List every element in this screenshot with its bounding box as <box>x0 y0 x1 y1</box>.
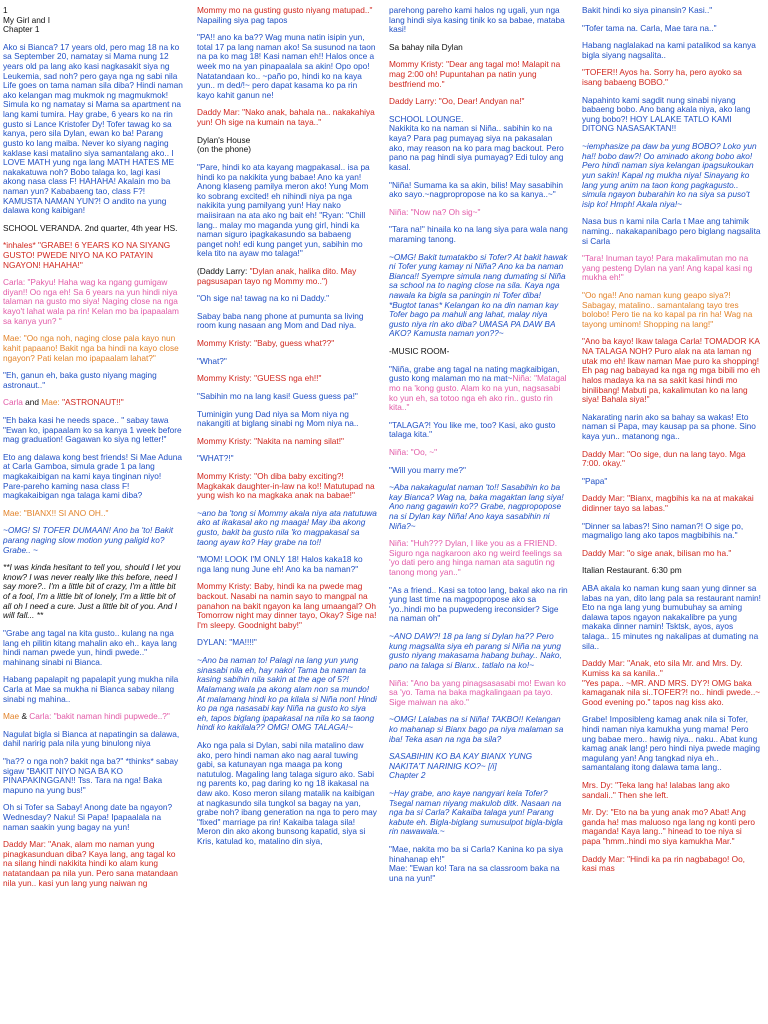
story-paragraph <box>197 656 377 733</box>
story-paragraph <box>582 337 762 404</box>
text-run: "ha?? o nga noh? bakit nga ba?" *thinks* sabay sigaw "BAKIT NIYO NGA BA KO PINAPAKINGGAN!! Tss. Tara na nga! Baka mapuno na yung bus!" <box>3 756 179 795</box>
text-run: SCHOOL VERANDA. 2nd quarter, 4th year HS. <box>3 222 178 233</box>
text-run: Daddy Mar: "Nako anak, bahala na.. nakakahiya yun! Oh sige na kumain na taya.." <box>197 107 375 128</box>
story-paragraph <box>389 715 569 744</box>
text-column-4 <box>582 6 762 1020</box>
text-run: Mommy Kristy: "Dear ang tagal mo! Malapit na mag 2:00 oh! Pupuntahan pa natin yung bestfriend mo." <box>389 59 561 89</box>
text-run: Daddy Mar: "Anak, eto sila Mr. and Mrs. Dy. Kumiss ka sa kanila.." "Yes papa.. ~MR. AND MRS. DY?! OMG bakа kamaganak nila si..TOFER?! no.. hindi pwede..~ Good evening po." tapos nag kiss ako. <box>582 658 761 707</box>
story-paragraph <box>197 410 377 429</box>
story-paragraph <box>3 712 183 722</box>
text-run: Daddy Mar: "Bianx, magbihis ka na at makakai didinner tayo sa labas." <box>582 493 754 513</box>
story-paragraph <box>197 741 377 847</box>
text-run: Sabay baba nang phone at pumunta sa living room kung nasaan ang Mom and Dad niya. <box>197 310 364 331</box>
text-run: ~Ano ba naman to! Palagi na lang yun yung sinasabi nila eh, hay nako! Tama ba naman ta kasing sabihin nila sakin at the age of 5?! Malamang wala pa akong alam non sa mundo! At malamang hindi ko pa kilala si Niña non! Hindi ko pa nga nasasabi kay Niña na gusto ko siya eh, tapos biglang ipapakasal na nila ko sa taong hindi ko kakilala?? OMG! OMG TALAGA!~ <box>197 655 377 733</box>
text-run: "Oh sige na! tawag na ko ni Daddy." <box>197 293 330 304</box>
story-paragraph <box>389 43 569 53</box>
story-paragraph <box>582 522 762 541</box>
text-run: Mae: <box>41 397 63 408</box>
text-run: Eto ang dalawa kong best friends! Si Mae Aduna at Carla Gamboa, simula grade 1 pa lang magkakaibigan na kami kaya tinginan niyo! Pare-pareho kaming nasa class F! magkakaibigan nga talaga kami diba? <box>3 451 182 501</box>
text-run: Grabe! Imposibleng kamag anak nila si Tofer, hindi naman niya kamukha yung mama! Pero ung babae mero.. hawig niya.. naku.. Abat kung kamag anak lang! pero hindi niya pwede maging magulang yan! Ang tangkad niya eh.. samantalang itong dalawa tama lang.. <box>582 714 761 773</box>
text-run: Daddy Mar: "Hindi ka pa rin nagbabago! Oo, kasi mas <box>582 853 745 874</box>
story-paragraph <box>582 217 762 246</box>
story-paragraph <box>389 181 569 200</box>
text-run: -MUSIC ROOM- <box>389 346 450 357</box>
text-run: Habang papalapit ng papalapit yung mukha nila Carla at Mae sa mukha ni Bianca sabay nilang sinabi ng mahina.. <box>3 674 179 704</box>
text-run: Carla: <box>29 711 54 722</box>
text-run: "TALAGA?! You like me, too? Kasi, ako gusto talaga kita." <box>389 419 556 440</box>
story-paragraph <box>582 291 762 329</box>
story-paragraph <box>3 416 183 445</box>
text-run: Niña: "Now na? Oh sig~" <box>389 206 481 217</box>
story-paragraph <box>197 454 377 464</box>
text-run: ~iemphasize pa daw ba yung BOBO? Loko yun ha!! bobo daw?! Oo aminado akong bobo ako! Pero hindi naman siya kelangan ipagsukoukan yun sakin! Kapal ng mukha niya! Sinayang ko lang yung anim na taon kong pagkagusto.. simula ngayon bubarahin ko na siya sa puso't isip ko! Hmph! Akala niya!~ <box>582 141 757 209</box>
story-paragraph <box>389 539 569 577</box>
story-paragraph <box>197 33 377 100</box>
story-paragraph <box>197 312 377 331</box>
text-run: Carla <box>3 397 26 408</box>
text-run: DYLAN: "MA!!!!" <box>197 637 257 648</box>
text-run: "Oo nga noh, naging close pala kayo nun kahit papaano! Bakit nga ba hindi na kayo close ngayon? Pati kelan mo ipapaalam lahat?" <box>3 333 179 363</box>
story-paragraph <box>389 421 569 440</box>
text-run: ~OMG! SI TOFER DUMAAN! Ano ba 'to! Bakit parang naging slow motion yung paligid ko? Grabe.. ~ <box>3 525 174 555</box>
text-run: "Grabe ang tagal na kita gusto.. kulang na nga lang eh pilitin kitang mahalin ako eh.. kaya lang hindi naman pwede yun, hindi pwede.." mahinang sinabi ni Bianca. <box>3 627 177 667</box>
story-paragraph <box>582 413 762 442</box>
story-paragraph <box>389 115 569 173</box>
text-run: "Eh baka kasi he needs space.. " sabay tawa "Ewan ko, ipapaalam ko sa kanya 1 week before mag graduation! Gagawan ko siya ng letter!" <box>3 414 182 445</box>
text-column-1 <box>3 6 183 1020</box>
story-paragraph <box>582 6 762 16</box>
text-run: "Pare, hindi ko ata kayang magpakasal.. isa pa hindi ko pa nakikita yung babae! Ano ka yan! Anong klaseng pamilya meron ako! Yung Mom ko sobrang excited! eh nihindi niya pa nga nakikita yung pamilyang yun! Hay nako maiisiraan na ata ako ng bait eh! "Ryan: "Chill lang.. malay mo maganda yung girl, hindi ka naman siguro ipagkakasundo sa babaeng panget noh! edi kung panget yun, sabihin mo kela tito na ayaw mo talaga!" <box>197 161 370 259</box>
text-run: "Oo nga!! Ano naman kung geapo siya?! Sabagay, matalino.. samantalang tayo tres bolobo! Pero tie na ko kapal pa rin ha! Wag na tayong uminom! Shopping na lang!" <box>582 290 753 329</box>
text-run: "TOFER!! Ayos ha. Sorry ha, pero ayoko sa isang babaeng BOBO." <box>582 67 742 88</box>
text-run: "Mae, nakita mo ba si Carla? Kanina ko pa siya hinahanap eh!" Mae: "Ewan ko! Tara na sa classroom baka na una na yun!" <box>389 844 564 883</box>
text-run: ABA akala ko naman kung saan yung dinner sa labas na yan, dito lang pala sa restaurant namin! Eto na nga lang yung bumubuhay sa aming dalawa tapos ngayon nakakalibre pa yung makaka dinner namin! Tsktsk, ayos, ayos talaga.. 15 minutes ng nakalipas at dumating na sila.. <box>582 583 761 651</box>
text-run: ~Aba nakakagulat naman 'to!! Sasabihin ko ba kay Bianca? Wag na, baka magaktan lang siya! Ano nang gagawin ko?? Grabe, nagpropopose na si Dylan kay Niña! Ano kaya sasabihin ni Niña?~ <box>389 482 564 531</box>
story-paragraph <box>582 855 762 874</box>
text-run: (Daddy Larry: <box>197 266 250 277</box>
text-run: ~OMG! Lalabas na si Niña! TAKBO!! Kelangan ko mahanap si Bianx bago pa niya malaman sa iba! Teka asan na nga ba sila? <box>389 714 564 744</box>
text-run: Sa bahay nila Dylan <box>389 41 463 52</box>
story-paragraph <box>582 659 762 707</box>
story-paragraph <box>389 789 569 837</box>
story-paragraph <box>197 294 377 304</box>
story-paragraph <box>389 483 569 531</box>
text-run: Italian Restaurant. 6:30 pm <box>582 565 682 576</box>
text-run: "Matagal mo na 'kong gusto. Alam ko na yun, nagsasabi ko yun eh, sa totoo nga eh ako rin.. gusto rin kita.." <box>389 373 567 413</box>
text-run: Ako si Bianca? 17 years old, pero mag 18 na ko sa September 20, namatay si Mama nung 12 years old pa lang ako kasi nagkasakit siya ng Leukemia, sad noh? pero gaya nga ng sabi nila Life goes on tama naman sila diba? Hindi naman ako kelangan mag mukmok ng magmukmok! Simula ko ng namatay si Mama sa apartment na lang kami tumira. Hay grabe, 6 years ko na rin gusto si Lance Kristofer Dy! Tofer tawag ko sa kanya, pero sila Dylan, ewan ko ba! Parang gusto ko lang maiba. Never ko siyang naging kaklase kasi matalino siya samantalang ako.. I LOVE MATH yung nga lang MATH HATES ME nakakatuwa noh? Bobo talaga ko, lagi kasi akong nasa class F! HAHAHA! Akalain mo ba naman yun? Kababaeng tao, class F?! KAMUSTA NAMAN YUN?! O andito na yung dalawa kong kaibigan! <box>3 41 183 216</box>
text-run: SCHOOL LOUNGE. Nakikita ko na naman si Niña.. sabihin ko na kaya? Para pag pumayag siya na pakasalan ako, may reason na ko para mag backout. Pero pano na pag hindi siya pumayag? Edi tuloy ang kasal. <box>389 113 564 172</box>
story-paragraph <box>197 267 377 286</box>
text-run: "Niña, grabe ang tagal na nating magkaibigan, gusto kong malaman mo na mat~ <box>389 363 560 384</box>
story-paragraph <box>389 466 569 476</box>
text-run: "Tofer tama na. Carla, Mae tara na.." <box>582 22 717 33</box>
story-paragraph <box>197 339 377 349</box>
text-run: ~ANO DAW?! 18 pa lang si Dylan ha?? Pero kung magsalita siya eh parang si Niña na yung gusto niyang makasama habang buhay.. Nako, pano na talaga si Bianx.. tatlalo na ko!~ <box>389 631 562 670</box>
story-paragraph <box>3 6 183 35</box>
story-paragraph <box>197 136 377 155</box>
story-paragraph <box>3 371 183 390</box>
story-paragraph <box>197 509 377 547</box>
story-paragraph <box>582 584 762 651</box>
text-run: Mae: "BIANX!! SI ANO OH.." <box>3 507 109 518</box>
text-run: "Ano ba kayo! Ikaw talaga Carla! TOMADOR KA NA TALAGA NOH? Puro alak na ata laman ng utak mo eh! Ikaw naman Mae puro ka shopping! Eh pag nag babayad ka nga ng mga bibili mo eh halos madaya ka na sa sakit kasi hindi mo binilibang! Mabuti pa, kakalimutan ko na lang siya! Bahala siya!" <box>582 336 761 405</box>
story-paragraph <box>582 450 762 469</box>
story-paragraph <box>197 472 377 501</box>
text-run: Bakit hindi ko siya pinansin? Kasi.." <box>582 6 713 15</box>
story-paragraph <box>389 752 569 781</box>
story-paragraph <box>582 24 762 34</box>
story-paragraph <box>389 586 569 624</box>
story-paragraph <box>197 374 377 384</box>
story-paragraph <box>3 509 183 519</box>
text-run: Nasa bus n kami nila Carla t Mae ang tahimik naming.. nakakapanibago pero biglang nagsalita si Carla <box>582 216 761 246</box>
story-paragraph <box>389 679 569 708</box>
text-run: Mrs. Dy: "Teka lang ha! lalabas lang ako sandali.." Then she left. <box>582 780 730 800</box>
story-paragraph <box>3 757 183 795</box>
text-run: Napahinto kami sagdit nung sinabi niyang babaeng bobo. Ano bang akala niya, ako lang yung bobo?! HOY LALAKE TATLO KAMI DITONG NASASAKTAN!! <box>582 94 751 134</box>
text-run: Mommy mo na gusting gusto niyang matupad.." <box>197 6 373 15</box>
story-paragraph <box>389 845 569 883</box>
story-paragraph <box>3 730 183 749</box>
text-run: Niña: "Huh??? Dylan, I like you as a FRIEND. Siguro nga nagkaroon ako ng weird feelings sa 'yo dati pero ang hinga naman ata sagutin ng tanong mong yan.." <box>389 538 562 578</box>
text-run: Napailing siya pag tapos <box>197 14 288 25</box>
story-paragraph <box>3 675 183 704</box>
story-paragraph <box>582 254 762 283</box>
story-paragraph <box>197 108 377 127</box>
text-run: Habang naglalakad na kami patalikod sa kanya bigla siyang nagsalita.. <box>582 40 756 60</box>
text-run: Carla: <box>3 277 28 288</box>
text-run: "PA!! ano ka ba?? Wag muna natin isipin yun, total 17 pa lang naman ako! Sa susunod na taon na pa ko mag 18! Kasi naman eh!! Halos once a week mo na yan pinapaalala sa akin! Opo opo! Natatandaan ko.. ~paño po, hindi ko na kaya yun.. m ded/!~ pero dapat kasama ko pa rin kayo kahit ganun ne! <box>197 32 376 100</box>
text-run: **I was kinda hesitant to tell you, should I let you know? I was never really like this before, need I say more?.. I'm a little bit of crazy, I'm a little bit of a fool, I'm a little bit of lonely, I'm a little bit of all oh I need a cure. Just a little bit of you. And I will fall... ** <box>3 562 181 621</box>
text-run: Niña: <box>512 373 535 384</box>
story-paragraph <box>3 278 183 326</box>
text-run: Mommy Kristy: Baby, hindi ka na pwede mag backout. Nasabi na namin sayo to mangpal na panahon na bakit ngayon ka lang umaangal? Oh Tomorrow night may dinner tayo, Okay? Sige na! I'm sleepy. Goodnight baby!" <box>197 581 377 630</box>
story-paragraph <box>389 347 569 357</box>
story-paragraph <box>3 43 183 216</box>
text-run: "Tara na!" hinaila ko na lang siya para wala nang maraming tanong. <box>389 224 568 244</box>
text-run: "Sabihin mo na lang kasi! Guess guess pa!" <box>197 390 358 401</box>
story-paragraph <box>197 357 377 367</box>
text-run: & <box>21 711 30 722</box>
text-run: ~ano ba 'tong si Mommy akala niya ata natutuwa ako at ikakasal ako ng maaga! May iba akong gusto, bakit ba gusto nila 'ko magpakasal sa taong ayaw ko? Hay grabe na to!! <box>197 507 377 547</box>
story-paragraph <box>389 60 569 89</box>
text-column-2 <box>197 6 377 1020</box>
story-paragraph <box>389 6 569 35</box>
story-paragraph <box>197 163 377 259</box>
story-paragraph <box>197 582 377 630</box>
story-paragraph <box>582 566 762 576</box>
story-paragraph <box>389 97 569 107</box>
story-paragraph <box>3 453 183 501</box>
text-run: Daddy Mar: "o sige anak, bilisan mo ha." <box>582 547 732 558</box>
story-paragraph <box>3 398 183 408</box>
text-run: "ASTRONAUT!!" <box>62 397 124 408</box>
text-run: "Tara! Inuman tayo! Para makalimutan mo na yang pesteng Dylan na yan! Ang kapal kasi ng mukha eh!" <box>582 253 753 283</box>
text-run: Nakarating narin ako sa bahay sa wakas! Eto naman si Papa, may kausap pa sa phone. Sino kaya yun.. matanong nga.. <box>582 411 756 441</box>
text-run: Mae <box>3 711 22 722</box>
text-run: and <box>25 397 42 408</box>
text-run: ~OMG! Bakit tumatakbo si Tofer? At bakit hawak ni Tofer yung kamay ni Niña? Ano ka ba naman Bianca!! Syempre simula nang dumating si Niña sa school na to naging close na sila. Kaya nga nawala ka bigla sa paningin ni Tofer diba! *Bugtot tanas* Kelangan ko na din naman kay Tofer bago pa mahuli ang lahat, malay niya gusto niya rin ako diba? UMASA PA DAW BA AKO? Kamusta naman yon??~ <box>389 251 568 339</box>
text-column-3 <box>389 6 569 1020</box>
story-paragraph <box>197 6 377 25</box>
text-run: Oh si Tofer sa Sabay! Anong date ba ngayon? Wednesday? Naku! Si Papa! Ipapaalala na naman saakin yung bagay na yun! <box>3 802 173 832</box>
text-run: Mr. Dy: "Eto na ba yung anak mo? Abat! Ang ganda ha! mas maluoso nga lang ng konti pero maganda! Kaya lang.." hinead to toe niya si papa "hmm..hindi mo siya kamukha Mar." <box>582 807 755 847</box>
text-run: "MOM! LOOK I'M ONLY 18! Halos kaka18 ko nga lang nung June eh! Ano ka ba naman?" <box>197 554 363 574</box>
text-run: Mae: <box>3 333 24 344</box>
story-paragraph <box>389 632 569 670</box>
text-run: "Will you marry me?" <box>389 464 466 475</box>
story-paragraph <box>197 392 377 402</box>
story-paragraph <box>582 142 762 209</box>
text-run: Daddy Mar: "Anak, alam mo naman yung pinagkasunduan diba? Kaya lang, ang tagal ko na silang hindi nakikita hindi ko alam kung natatandaan pa nila yun. Pero sana matandaan nila yun.. kasi yun lang yung naiwan ng <box>3 839 178 888</box>
story-paragraph <box>389 253 569 339</box>
story-paragraph <box>3 526 183 555</box>
story-paragraph <box>197 638 377 648</box>
story-paragraph <box>3 803 183 832</box>
text-run: Ako nga pala si Dylan, sabi nila matalino daw ako, pero hindi naman ako nag aaral tuwing gabi, sa katunayan nga maaga pa kong natutulog. Magaling lang talaga siguro ako. Sabi ng parents ko, pag daring ko ng 18 ikakasal na daw ako. Koso meron silang matalik na kaibigan at nagkasundo sila tungkol sa bagay na yan, grabe noh? ibang generation na nga to pero may "fixed" marriage pa rin! Kakaiba talaga sila! Meron din ako akong bunsong kapatid, siya si Kris, katulad ko, matalino din siya, <box>197 739 377 847</box>
story-paragraph <box>3 241 183 270</box>
story-paragraph <box>197 437 377 447</box>
text-run: Daddy Larry: "Oo, Dear! Andyan na!" <box>389 96 525 107</box>
story-paragraph <box>582 96 762 134</box>
story-paragraph <box>582 41 762 60</box>
story-paragraph <box>3 840 183 888</box>
text-run: 1 My Girl and I Chapter 1 <box>3 6 51 35</box>
text-run: Nagulat bigla si Bianca at napatingin sa dalawa, dahil naririg pala nila yung binulong niya <box>3 728 180 749</box>
story-paragraph <box>582 781 762 800</box>
story-paragraph <box>582 808 762 846</box>
story-paragraph <box>197 555 377 574</box>
story-paragraph <box>389 225 569 244</box>
text-run: "As a friend.. Kasi sa totoo lang, bakal ako na rin yung last time na magpopropose ako sa 'yo..hindi mo ba pupwedeng ireconsider? Sige na naman oh" <box>389 584 568 624</box>
text-run: "Dylan anak, halika dito. May pagsusapan tayo ng Mommy mo..") <box>197 266 357 286</box>
text-run: Dylan's House (on the phone) <box>197 134 251 155</box>
story-paragraph <box>389 448 569 458</box>
text-run: "Papa" <box>582 475 608 486</box>
text-run: Daddy Mar: "Oo sige, dun na lang tayo. Mga 7:00. okay." <box>582 448 746 469</box>
text-run: Niña: "Oo, ~" <box>389 446 438 457</box>
text-run: parehong pareho kami halos ng ugali, yun nga lang hindi siya kasing tinik ko sa babae, mataba kasi! <box>389 6 565 35</box>
text-run: "Niña! Sumama ka sa akin, bilis! May sasabihin ako sayo.~nagpropropose na ko sa kanya..~" <box>389 179 564 200</box>
text-run: Niña: "Ano ba yang pinagsasasabi mo! Ewan ko sa 'yo. Tama na baka magkalingaan pa tayo. Sige maiwan na ako." <box>389 677 566 707</box>
story-paragraph <box>582 549 762 559</box>
text-run: "What?" <box>197 355 227 366</box>
story-paragraph <box>389 208 569 218</box>
story-paragraph <box>3 334 183 363</box>
story-paragraph <box>582 477 762 487</box>
text-run: Mommy Kristy: "Baby, guess what??" <box>197 338 335 349</box>
story-paragraph <box>3 224 183 234</box>
story-paragraph <box>582 68 762 87</box>
text-run: "Pakyu! Haha wag ka ngang gumigaw diyan!! Oo nga eh! Sa 6 years na yun hindi niya talaman na gusto mo siya! Naging close na nga kayo't lahat wala pa rin! Kelan mo ba ipapaalam sa kanya yun? " <box>3 277 179 326</box>
text-run: *inhales* "GRABE! 6 YEARS KO NA SIYANG GUSTO! PWEDE NIYO NA KO PATAYIN NGAYON! HAHAHA!" <box>3 240 171 270</box>
story-paragraph <box>389 365 569 413</box>
text-run: SASABIHIN KO BA KAY BIANX YUNG NAKITA'T NARINIG KO?~ [/i] Chapter 2 <box>389 751 533 781</box>
story-paragraph <box>582 494 762 513</box>
text-run: "Eh, ganun eh, baka gusto niyang maging astronaut.." <box>3 370 157 390</box>
text-run: Mommy Kristy: "Oh diba baby exciting?! Magkakak daughter-in-law na ko!! Matutupad na yung wish ko na magkaka anak na babae!" <box>197 470 375 501</box>
text-run: Mommy Kristy: "Nakita na naming silat!" <box>197 435 344 446</box>
text-run: ~Hay grabe, ano kaye nangyari kela Tofer? Tsegal naman niyang makulob ditk. Nasaan na nga ba si Carla? Kakaiba talaga yun! Parang kabute eh. Bigla-biglang sumusulpot bigla-bigla rin nawawala.~ <box>389 788 563 837</box>
text-run: Tuminigin yung Dad niya sa Mom niya ng nakangiti at biglang sinabi ng Mom niya na.. <box>197 408 359 429</box>
story-paragraph <box>3 629 183 667</box>
text-run: "WHAT?!" <box>197 453 234 464</box>
story-paragraph <box>582 715 762 773</box>
story-paragraph <box>3 563 183 621</box>
text-run: Mommy Kristy: "GUESS nga eh!!" <box>197 373 322 384</box>
text-run: "bakit naman hindi pupwede..?" <box>53 711 170 722</box>
text-run: "Dinner sa labas?! Sino naman?! O sige po, magmaligo lang ako tapos magbibihis na." <box>582 520 744 541</box>
